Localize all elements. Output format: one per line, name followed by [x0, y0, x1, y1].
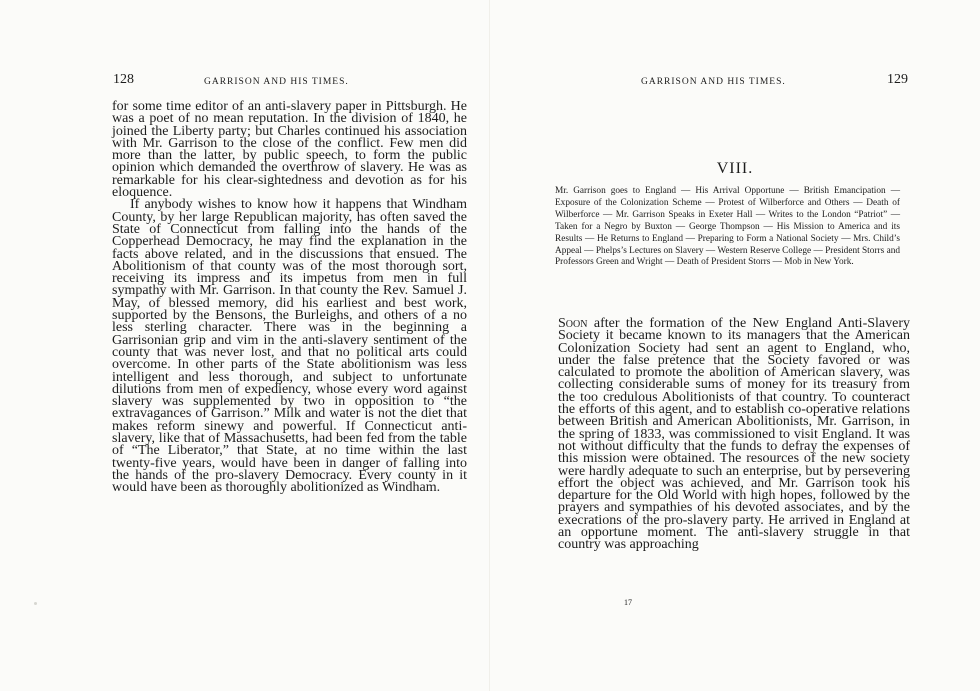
left-paragraph-2: If anybody wishes to know how it happens that Windham County, by her large Republican majority, has often saved the State of Connecticut from falling into the hands of the Copperhead Democracy, he may find the explanation in the facts above related, and in the discussions that ensued. The Abolitionism of that county was of the most thorough sort, receiving its impress and its impetus from men in full sympathy with Mr. Garrison. In that county the Rev. Samuel J. May, of blessed memory, did his earliest and best work, supported by the Bensons, the Burleighs, and others of a no less sterling character. There was in the beginning a Garrisonian grip and vim in the anti-slavery sentiment of the county that was never lost, and that no political arts could overcome. In other parts of the State abolitionism was less intelligent and less thorough, and subject to unfortunate dilutions from men of expediency, whose every word against slavery was supplemented by two in opposition to “the extravagances of Garrison.” Milk and water is not the diet that makes reform sinewy and powerful. If Connecticut anti-slavery, like that of Massachusetts, had been fed from the table of “The Liberator,” that State, at no time within the last twenty-five years, would have been in danger of falling into the hands of the pro-slavery Democracy. Every county in it would have been as thoroughly abolitionized as Windham. [112, 197, 467, 496]
right-running-head: GARRISON AND HIS TIMES. [641, 77, 786, 87]
chapter-summary-text: Mr. Garrison goes to England — His Arrival Opportune — British Emancipation — Exposure of the Colonization Scheme — Protest of Wilberforce and Others — Death of Wilberforce — Mr. Garrison Speaks in Exeter Hall — Writes to the London “Patriot” — Taken for a Negro by Buxton — George Thompson — His Mission to America and its Results — He Returns to England — Preparing to Form a National Society — Mrs. Child’s Appeal — Phelps’s Lectures on Slavery — Western Reserve College — President Storrs and Professors Green and Wright — Death of President Storrs — Mob in New York. [555, 186, 900, 268]
right-page-number: 129 [887, 72, 908, 87]
left-running-head: GARRISON AND HIS TIMES. [204, 77, 349, 87]
right-page [490, 0, 980, 691]
left-paragraph-1: for some time editor of an anti-slavery paper in Pittsburgh. He was a poet of no mean reputation. In the division of 1840, he joined the Liberty party; but Charles continued his association with Mr. Garrison to the close of the conflict. Few men did more than the latter, by public speech, to form the public opinion which demanded the overthrow of slavery. He was as remarkable for his clear-sightedness and devotion as for his eloquence. [112, 99, 467, 201]
right-body-text [558, 318, 910, 552]
opening-word: Soon [558, 316, 588, 331]
left-body-text [112, 101, 467, 495]
page-speck [34, 602, 37, 605]
right-paragraph-1: after the formation of the New England Anti-Slavery Society it became known to its managers that the American Colonization Society had sent an agent to England, who, under the false pretence that the Society favored or was calculated to promote the abolition of American slavery, was collecting considerable sums of money for its treasury from the too credulous Abolitionists of that country. To counteract the efforts of this agent, and to establish co-operative relations between British and American Abolitionists, Mr. Garrison, in the spring of 1833, was commissioned to visit England. It was not without difficulty that the funds to defray the expenses of this mission were obtained. The resources of the new society were hardly adequate to such an enterprise, but by persevering effort the object was achieved, and Mr. Garrison took his departure for the Old World with high hopes, followed by the prayers and sympathies of his devoted associates, and by the execrations of the pro-slavery party. He arrived in England at an opportune moment. The anti-slavery struggle in that country was approaching [558, 316, 910, 553]
chapter-number: VIII. [716, 160, 754, 177]
signature-mark: 17 [624, 598, 632, 607]
chapter-summary [555, 186, 900, 269]
left-page-number: 128 [113, 72, 134, 87]
